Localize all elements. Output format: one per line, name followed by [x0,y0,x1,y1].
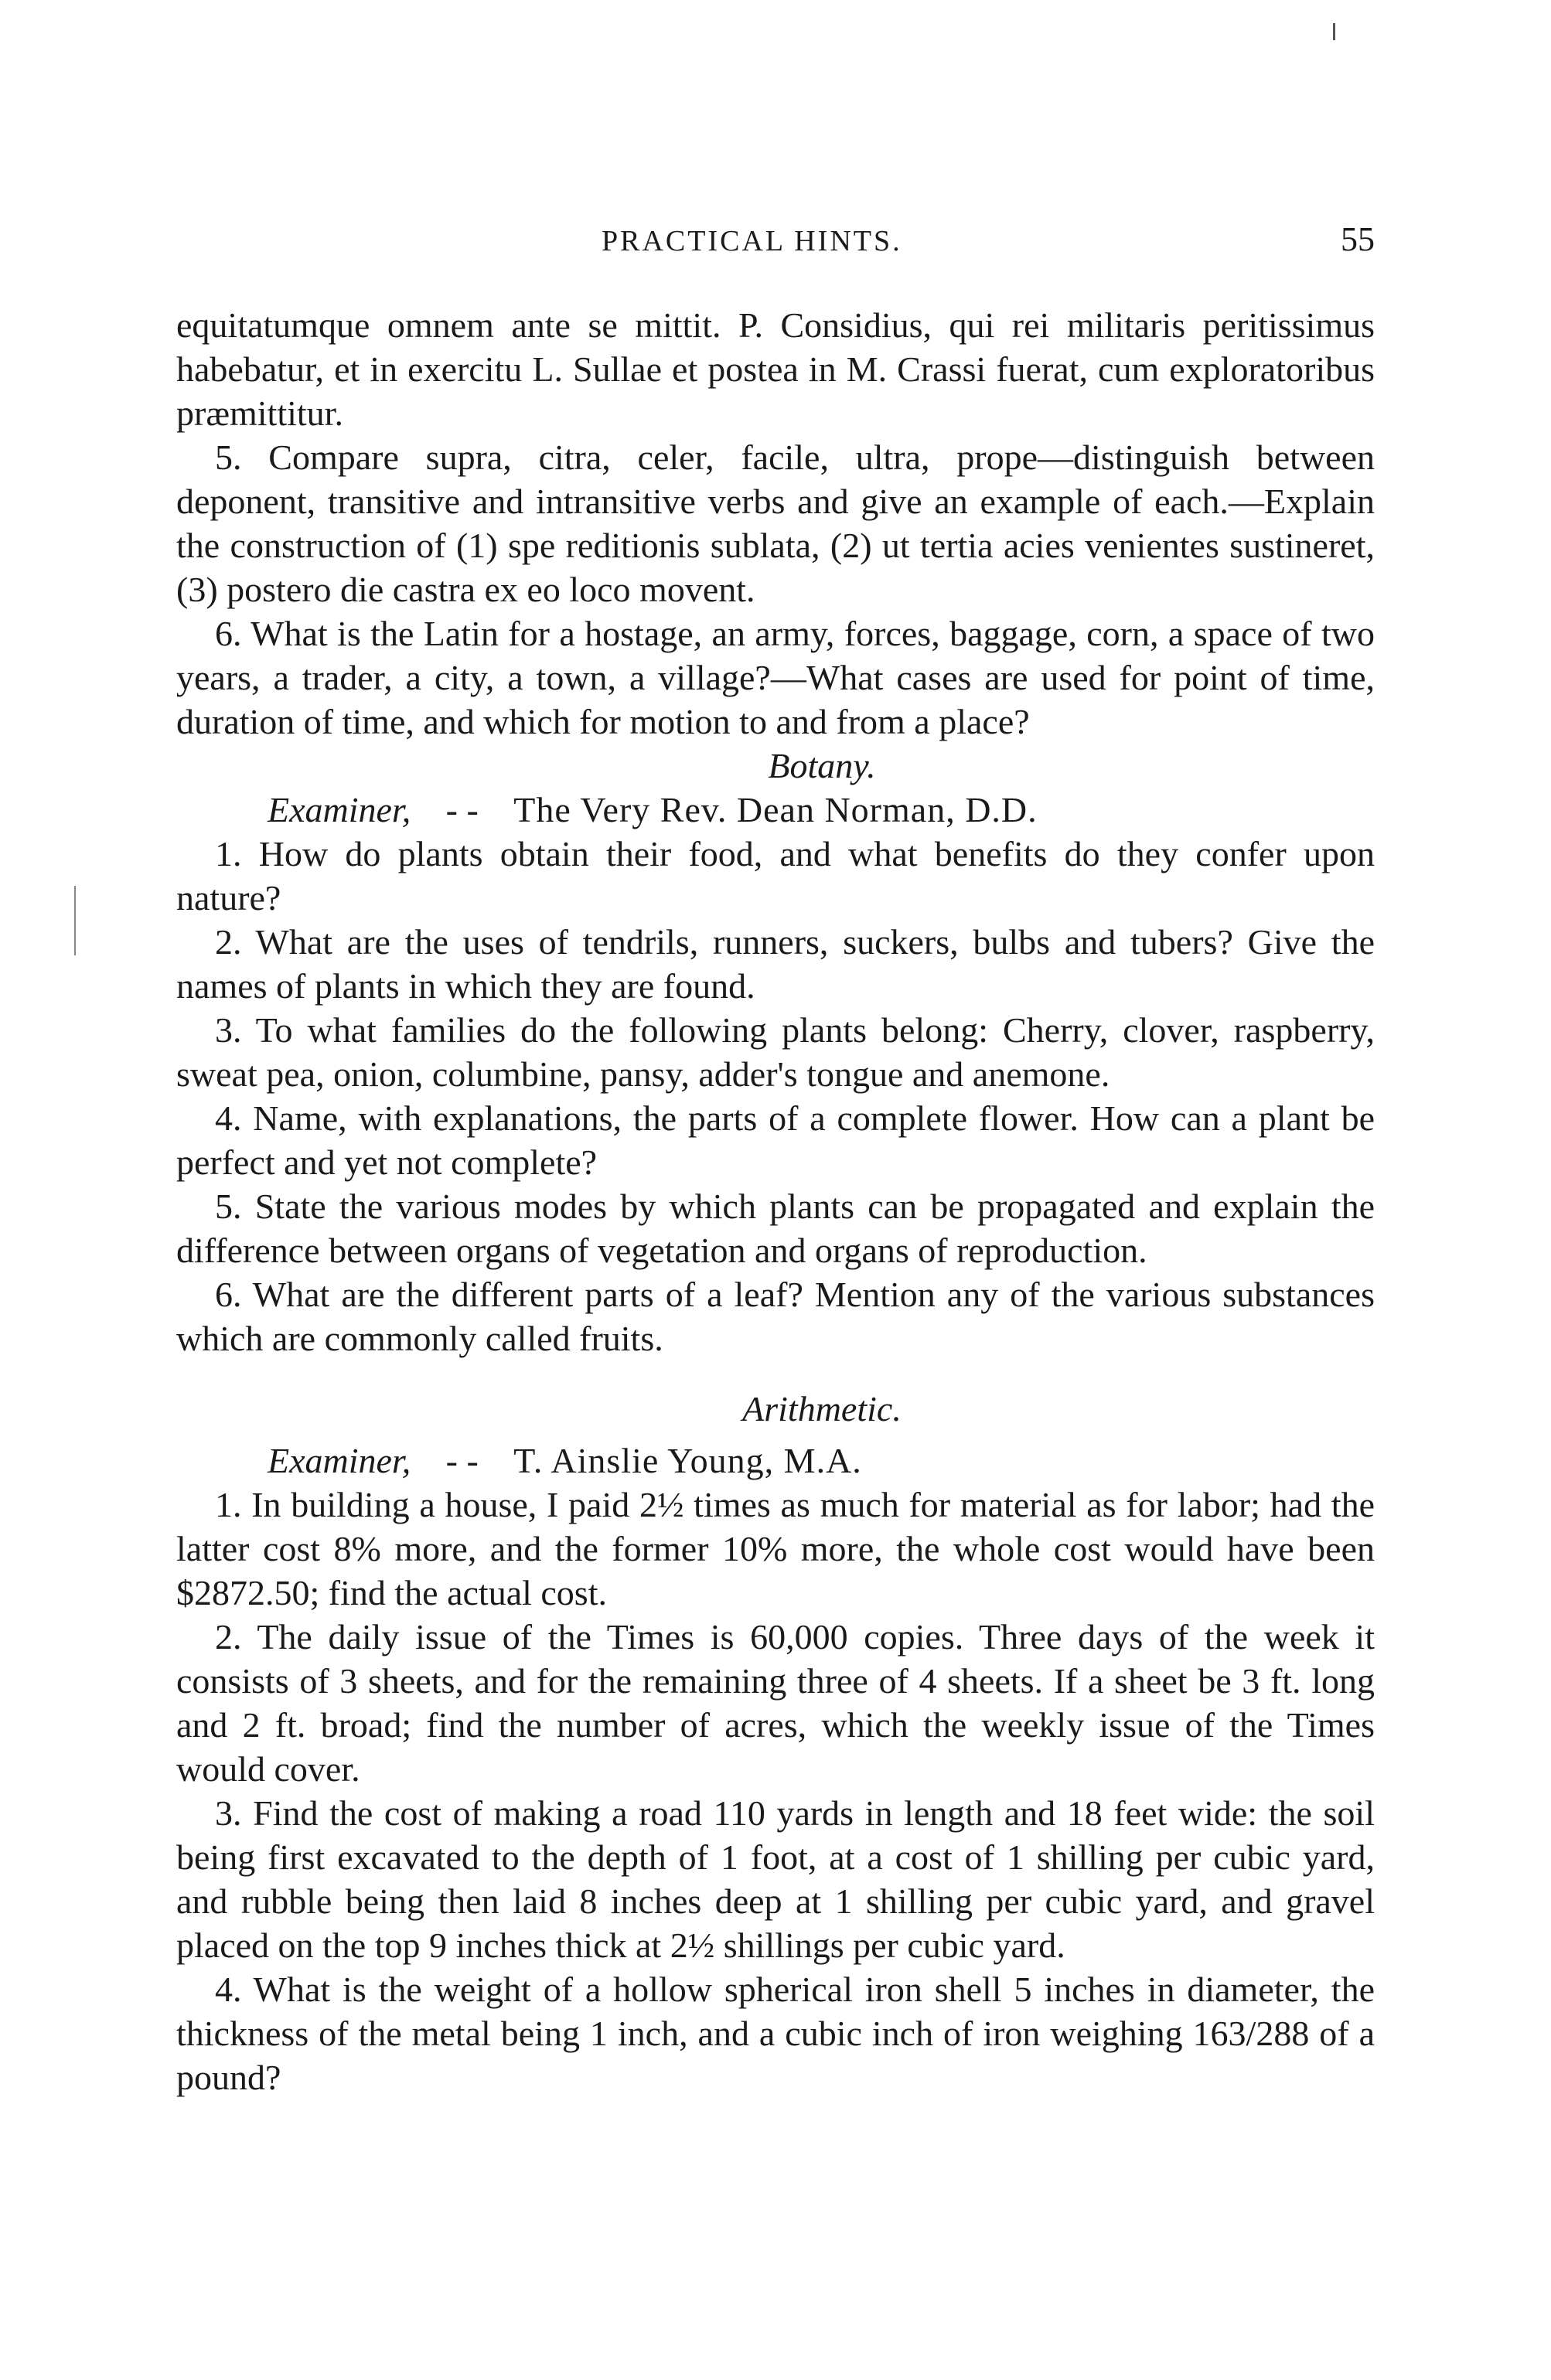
botany-examiner-line [176,788,1375,832]
arithmetic-examiner-name: T. Ainslie Young, M.A. [513,1441,862,1480]
latin-continuation-paragraph: equitatumque omnem ante se mittit. P. Considius, qui rei militaris peritissimus habebatur, et in exercitu L. Sullae et postea in M. Crassi fuerat, cum exploratoribus præmittitur. [176,305,1375,433]
botany-question-4: 4. Name, with explanations, the parts of a complete flower. How can a plant be perfect and yet not complete? [176,1098,1375,1182]
botany-question-3: 3. To what families do the following plants belong: Cherry, clover, raspberry, sweat pea, onion, columbine, pansy, adder's tongue and anemone. [176,1010,1375,1094]
arithmetic-examiner-label: Examiner, [268,1441,411,1480]
botany-question-6: 6. What are the different parts of a leaf? Mention any of the various substances which are commonly called fruits. [176,1275,1375,1358]
scan-margin-mark [74,886,76,955]
botany-question-2: 2. What are the uses of tendrils, runners, suckers, bulbs and tubers? Give the names of plants in which they are found. [176,922,1375,1006]
arithmetic-examiner-line [176,1439,1375,1483]
page-body [176,303,1375,2099]
arithmetic-question-3: 3. Find the cost of making a road 110 yards in length and 18 feet wide: the soil being first excavated to the depth of 1 foot, at a cost of 1 shilling per cubic yard, and rubble being then laid 8 inches deep at 1 shilling per cubic yard, and gravel placed on the top 9 inches thick at 2½ shillings per cubic yard. [176,1793,1375,1965]
botany-examiner-dashes: - - [445,790,479,829]
arithmetic-question-2: 2. The daily issue of the Times is 60,000 copies. Three days of the week it consists of 3 sheets, and for the remaining three of 4 sheets. If a sheet be 3 ft. long and 2 ft. broad; find the number of acres, which the weekly issue of the Times would cover. [176,1617,1375,1789]
botany-question-1: 1. How do plants obtain their food, and what benefits do they confer upon nature? [176,834,1375,918]
arithmetic-question-4: 4. What is the weight of a hollow spherical iron shell 5 inches in diameter, the thickness of the metal being 1 inch, and a cubic inch of iron weighing 163/288 of a pound? [176,1970,1375,2097]
page-number: 55 [1341,220,1375,258]
botany-question-5: 5. State the various modes by which plants can be propagated and explain the difference between organs of vegetation and organs of reproduction. [176,1187,1375,1270]
arithmetic-question-1: 1. In building a house, I paid 2½ times as much for material as for labor; had the latter cost 8% more, and the former 10% more, the whole cost would have been $2872.50; find the actual cost. [176,1485,1375,1612]
botany-examiner-name: The Very Rev. Dean Norman, D.D. [513,790,1038,829]
arithmetic-section-title: Arithmetic. [742,1389,902,1428]
latin-question-6: 6. What is the Latin for a hostage, an army, forces, baggage, corn, a space of two years, a trader, a city, a town, a village?—What cases are used for point of time, duration of time, and which for motion to and from a place? [176,614,1375,741]
scan-speck-mark [1333,23,1335,40]
botany-section-title: Botany. [768,746,876,785]
botany-examiner-label: Examiner, [268,790,411,829]
page-header [176,220,1375,266]
latin-question-5: 5. Compare supra, citra, celer, facile, ultra, prope—distinguish between deponent, transitive and intransitive verbs and give an example of each.—Explain the construction of (1) spe reditionis sublata, (2) ut tertia acies venientes sustineret, (3) postero die castra ex eo loco movent. [176,438,1375,609]
running-head: PRACTICAL HINTS. [602,225,902,257]
arithmetic-examiner-dashes: - - [445,1441,479,1480]
